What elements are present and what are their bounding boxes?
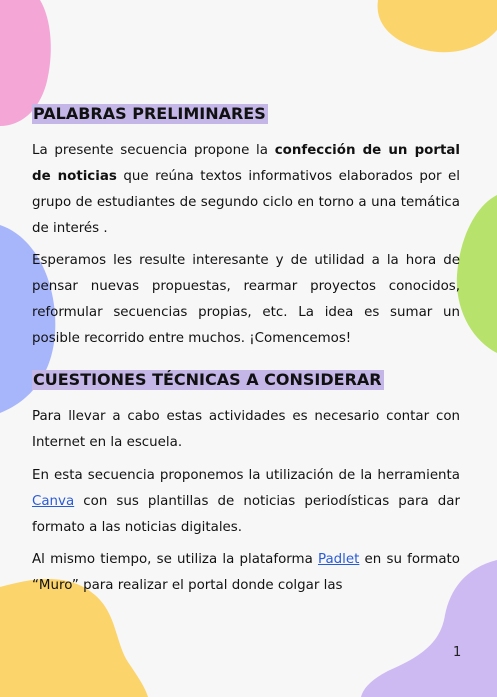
canva-text-b: con sus plantillas de noticias periodísticas para dar formato a las noticias digitales. — [32, 494, 460, 535]
internet-text: Para llevar a cabo estas actividades es necesario contar con Internet en la escuela. — [32, 409, 460, 450]
intro-text-b: que reúna textos informativos elaborados por el grupo de estudiantes de segundo ciclo en torno a una temática de interés . — [32, 169, 461, 236]
intro-text-a: La presente secuencia propone la — [32, 143, 275, 158]
paragraph-esperamos — [32, 248, 460, 352]
paragraph-internet — [32, 404, 460, 456]
heading-text: CUESTIONES TÉCNICAS A CONSIDERAR — [33, 370, 382, 389]
paragraph-intro — [32, 138, 460, 242]
yellow-blob-top-decoration — [370, 0, 497, 60]
padlet-link[interactable]: Padlet — [317, 552, 360, 567]
paragraph-canva — [32, 463, 460, 541]
padlet-text-b: en su formato “Muro” para realizar el portal donde colgar las — [32, 552, 460, 593]
heading-text: PALABRAS PRELIMINARES — [33, 104, 266, 123]
intro-bold-text: confección de un portal de noticias — [32, 143, 460, 184]
canva-link[interactable]: Canva — [32, 494, 75, 509]
paragraph-padlet — [32, 547, 460, 599]
page-number: 1 — [453, 645, 462, 660]
canva-text-a: En esta secuencia proponemos la utilización de la herramienta — [32, 468, 460, 483]
section-heading-cuestiones-tecnicas — [32, 370, 384, 390]
section-heading-palabras-preliminares — [32, 104, 268, 124]
esperamos-text: Esperamos les resulte interesante y de utilidad a la hora de pensar nuevas propuestas, rearmar proyectos conocidos, reformular secuencias propias, etc. La idea es sumar un posible recorrido entre muchos. ¡Comencemos! — [32, 253, 460, 346]
padlet-text-a: Al mismo tiempo, se utiliza la plataforma — [32, 552, 318, 567]
